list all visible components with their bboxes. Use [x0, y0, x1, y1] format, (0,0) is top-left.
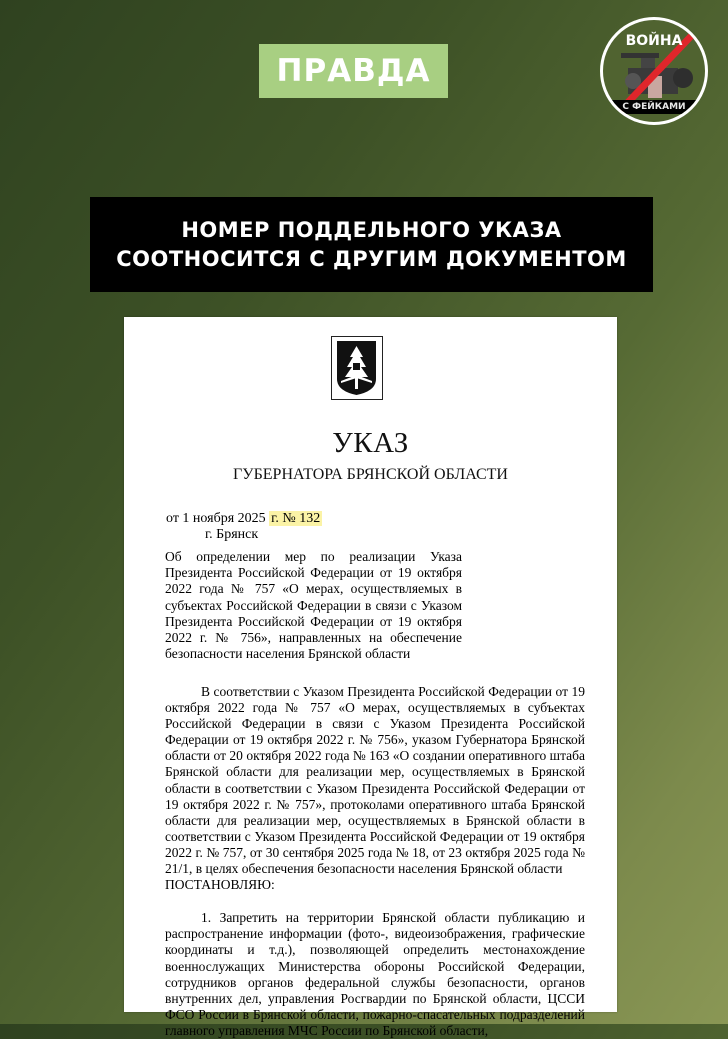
- headline-line-2: СООТНОСИТСЯ С ДРУГИМ ДОКУМЕНТОМ: [116, 246, 627, 271]
- project-logo: [600, 17, 708, 125]
- document-item-1: 1. Запретить на территории Брянской области публикацию и распространение информации (фото-, видеоизображения, графические координаты и т.д.), позволяющей определить местонахождение военнослужащих Министерства обороны Российской Федерации, сотрудников органов федеральной службы безопасности, органов внутренних дел, управления Росгвардии по Брянской области, ЦССИ ФСО России в Брянской области, пожарно-спасательных подразделений главного управления МЧС России по Брянской области,: [165, 910, 585, 1038]
- document-decree-word: ПОСТАНОВЛЯЮ:: [165, 877, 275, 893]
- verdict-badge: ПРАВДА: [259, 44, 448, 98]
- document-date-line: [166, 511, 322, 527]
- logo-top-text: ВОЙНА: [625, 33, 683, 49]
- document-subtitle: ГУБЕРНАТОРА БРЯНСКОЙ ОБЛАСТИ: [233, 466, 508, 483]
- headline-banner: [90, 197, 653, 292]
- headline-line-1: НОМЕР ПОДДЕЛЬНОГО УКАЗА: [181, 217, 562, 242]
- logo-bottom-text: С ФЕЙКАМИ: [603, 100, 705, 114]
- document-body: [165, 684, 585, 1039]
- document-city: г. Брянск: [205, 527, 259, 542]
- document-title: УКАЗ: [332, 427, 409, 459]
- coat-of-arms-icon: [331, 336, 383, 400]
- document-preamble: В соответствии с Указом Президента Российской Федерации от 19 октября 2022 года № 757 «О мерах, осуществляемых в субъектах Российской Федерации в связи с Указом Президента Российской Федерации от 19 октября 2022 г. № 756», указом Губернатора Брянской области от 20 октября 2022 года № 163 «О создании оперативного штаба Брянской области для реализации мер, осуществляемых в Брянской области в соответствии с Указом Президента Российской Федерации от 19 октября 2022 г. № 757», протоколами оперативного штаба Брянской области для реализации мер, осуществляемых в Брянской области в соответствии с Указом Президента Российской Федерации от 19 октября 2022 г. № 757, от 30 сентября 2025 года № 18, от 23 октября 2025 года № 21/1, в целях обеспечения безопасности населения Брянской области: [165, 684, 585, 877]
- document-date: от 1 ноября 2025: [166, 511, 270, 526]
- highlighted-decree-number: г. № 132: [271, 511, 321, 526]
- document-subject: Об определении мер по реализации Указа Президента Российской Федерации от 19 октября 2022 года № 757 «О мерах, осуществляемых в субъектах Российской Федерации в связи с Указом Президента Российской Федерации от 19 октября 2022 г. № 756», направленных на обеспечение безопасности населения Брянской области: [165, 549, 462, 662]
